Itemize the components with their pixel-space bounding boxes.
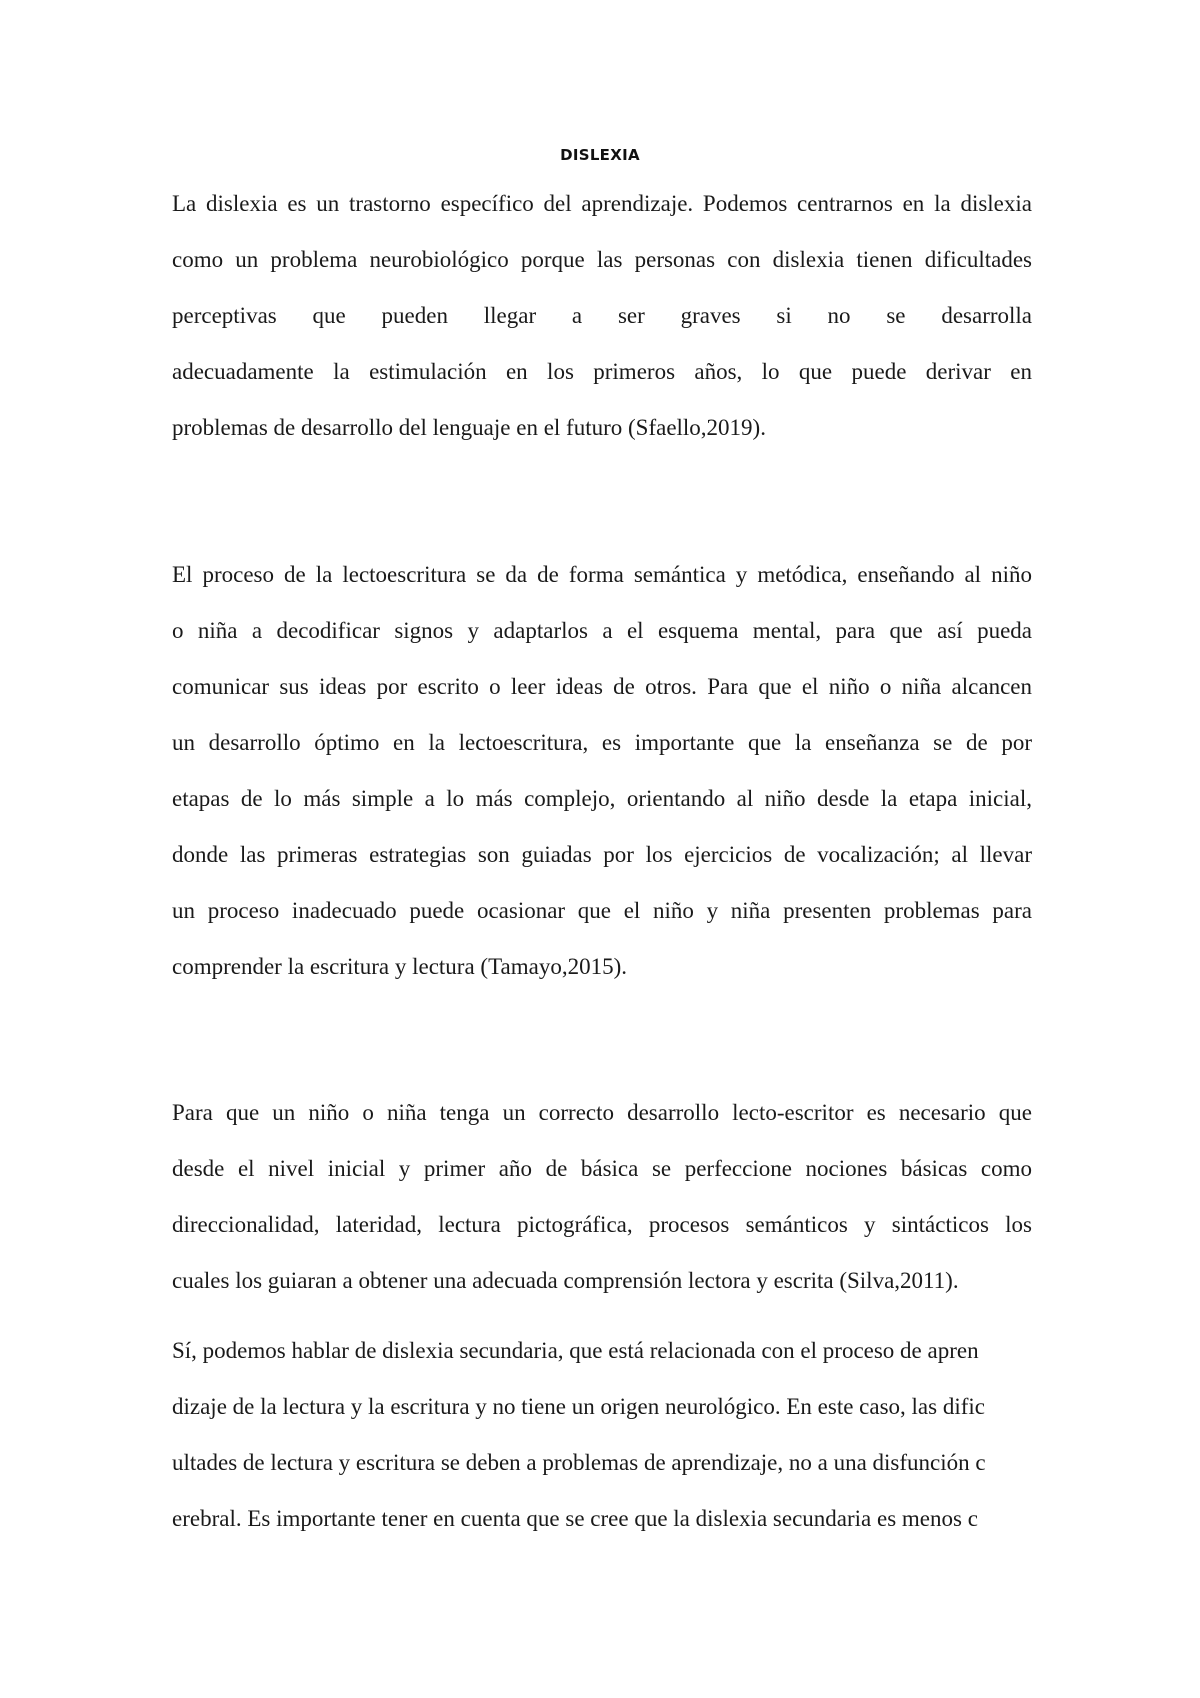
document-title: DISLEXIA bbox=[560, 146, 640, 164]
paragraph-line: Para que un niño o niña tenga un correcto desarrollo lecto-escritor es necesario que bbox=[172, 1100, 1032, 1125]
paragraph-line: un desarrollo óptimo en la lectoescritura, es importante que la enseñanza se de por bbox=[172, 730, 1032, 755]
paragraph-line: comunicar sus ideas por escrito o leer ideas de otros. Para que el niño o niña alcancen bbox=[172, 674, 1032, 699]
paragraph-line: etapas de lo más simple a lo más complejo, orientando al niño desde la etapa inicial, bbox=[172, 786, 1032, 811]
paragraph-line: desde el nivel inicial y primer año de básica se perfeccione nociones básicas como bbox=[172, 1156, 1032, 1181]
paragraph-line: o niña a decodificar signos y adaptarlos a el esquema mental, para que así pueda bbox=[172, 618, 1032, 643]
paragraph-line: direccionalidad, lateridad, lectura pictográfica, procesos semánticos y sintácticos los bbox=[172, 1212, 1032, 1237]
paragraph-line: donde las primeras estrategias son guiadas por los ejercicios de vocalización; al llevar bbox=[172, 842, 1032, 867]
paragraph-4 bbox=[172, 1323, 1032, 1547]
paragraph-line: cuales los guiaran a obtener una adecuada comprensión lectora y escrita (Silva,2011). bbox=[172, 1268, 959, 1293]
paragraph-1 bbox=[172, 176, 1032, 456]
paragraph-line: erebral. Es importante tener en cuenta que se cree que la dislexia secundaria es menos c bbox=[172, 1506, 978, 1531]
paragraph-3 bbox=[172, 1085, 1032, 1309]
paragraph-line: El proceso de la lectoescritura se da de forma semántica y metódica, enseñando al niño bbox=[172, 562, 1032, 587]
paragraph-line: La dislexia es un trastorno específico del aprendizaje. Podemos centrarnos en la dislexia bbox=[172, 191, 1032, 216]
paragraph-line: ultades de lectura y escritura se deben a problemas de aprendizaje, no a una disfunción c bbox=[172, 1450, 986, 1475]
paragraph-line: como un problema neurobiológico porque las personas con dislexia tienen dificultades bbox=[172, 247, 1032, 272]
paragraph-line: un proceso inadecuado puede ocasionar que el niño y niña presenten problemas para bbox=[172, 898, 1032, 923]
paragraph-line: Sí, podemos hablar de dislexia secundaria, que está relacionada con el proceso de apren bbox=[172, 1338, 979, 1363]
paragraph-line: adecuadamente la estimulación en los primeros años, lo que puede derivar en bbox=[172, 359, 1032, 384]
paragraph-line: comprender la escritura y lectura (Tamayo,2015). bbox=[172, 954, 627, 979]
paragraph-2 bbox=[172, 547, 1032, 995]
paragraph-line: dizaje de la lectura y la escritura y no tiene un origen neurológico. En este caso, las dific bbox=[172, 1394, 985, 1419]
paragraph-line: problemas de desarrollo del lenguaje en el futuro (Sfaello,2019). bbox=[172, 415, 766, 440]
paragraph-line: perceptivas que pueden llegar a ser graves si no se desarrolla bbox=[172, 303, 1032, 328]
